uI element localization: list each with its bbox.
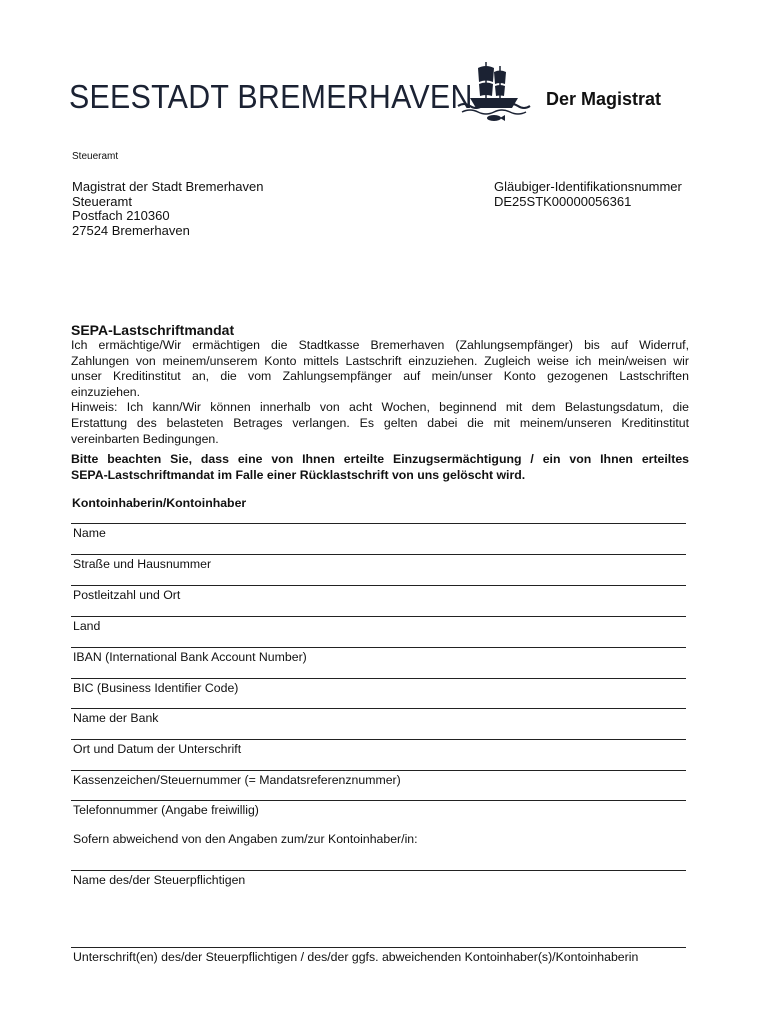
fill-line <box>71 678 686 679</box>
field-street: Straße und Hausnummer <box>73 557 212 571</box>
recipient-address <box>72 180 263 238</box>
address-line: Magistrat der Stadt Bremerhaven <box>72 179 264 194</box>
creditor-block <box>494 180 682 209</box>
body-line: Ich ermächtige/Wir ermächtigen die Stadtkasse Bremerhaven (Zahlungsempfänger) bis auf Widerruf, <box>71 338 689 352</box>
signature-line <box>71 947 686 948</box>
mandate-title: SEPA-Lastschriftmandat <box>71 322 235 338</box>
fill-line <box>71 523 686 524</box>
address-line: Steueramt <box>72 193 132 209</box>
creditor-id: DE25STK00000056361 <box>494 193 632 209</box>
notice-line: SEPA-Lastschriftmandat im Falle einer Rücklastschrift von uns gelöscht wird. <box>71 467 526 482</box>
field-name: Name <box>73 526 106 540</box>
city-name: SEESTADT BREMERHAVEN <box>69 78 473 115</box>
body-line: einzuziehen. <box>71 384 141 399</box>
fill-line <box>71 870 686 871</box>
mandate-body <box>71 338 689 447</box>
fill-line <box>71 647 686 648</box>
address-line: Postfach 210360 <box>72 208 170 223</box>
field-taxpayer-name: Name des/der Steuerpflichtigen <box>73 873 246 887</box>
account-holder-heading: Kontoinhaberin/Kontoinhaber <box>72 496 247 510</box>
address-line: 27524 Bremerhaven <box>72 222 190 238</box>
body-line: unser Kreditinstitut an, die vom Zahlungsempfänger auf mein/unser Konto gezogenen Lastschriften <box>71 369 689 384</box>
office-title: Der Magistrat <box>546 89 662 109</box>
creditor-label: Gläubiger-Identifikationsnummer <box>494 179 682 194</box>
mandate-notice <box>71 452 689 483</box>
fill-line <box>71 585 686 586</box>
body-line: Hinweis: Ich kann/Wir können innerhalb von acht Wochen, beginnend mit dem Belastungsdatum, die <box>71 400 689 415</box>
deviation-note: Sofern abweichend von den Angaben zum/zur Kontoinhaber/in: <box>73 832 418 846</box>
fill-line <box>71 708 686 709</box>
field-country: Land <box>73 619 101 633</box>
field-iban: IBAN (International Bank Account Number) <box>73 650 307 664</box>
signature-label: Unterschrift(en) des/der Steuerpflichtigen / des/der ggfs. abweichenden Kontoinhaber(s)/Kontoinhaberin <box>73 950 639 964</box>
field-place-date: Ort und Datum der Unterschrift <box>73 742 242 756</box>
field-phone: Telefonnummer (Angabe freiwillig) <box>73 803 259 817</box>
fill-line <box>71 800 686 801</box>
field-postcode-city: Postleitzahl und Ort <box>73 588 181 602</box>
fill-line <box>71 616 686 617</box>
body-line: Erstattung des belasteten Betrages verlangen. Es gelten dabei die mit meinem/unseren Kreditinstitut <box>71 415 689 430</box>
department-label: Steueramt <box>72 151 119 162</box>
field-mandate-reference: Kassenzeichen/Steuernummer (= Mandatsreferenznummer) <box>73 773 401 787</box>
fill-line <box>71 770 686 771</box>
body-line: Zahlungen von meinem/unserem Konto mittels Lastschrift einzuziehen. Zugleich weise ich mein/weisen wir <box>71 353 689 368</box>
ship-crest-logo <box>456 60 532 124</box>
field-bic: BIC (Business Identifier Code) <box>73 681 239 695</box>
field-bank-name: Name der Bank <box>73 711 159 725</box>
fill-line <box>71 554 686 555</box>
body-line: vereinbarten Bedingungen. <box>71 431 219 446</box>
notice-line: Bitte beachten Sie, dass eine von Ihnen erteilte Einzugsermächtigung / ein von Ihnen erteiltes <box>71 452 689 466</box>
fill-line <box>71 739 686 740</box>
